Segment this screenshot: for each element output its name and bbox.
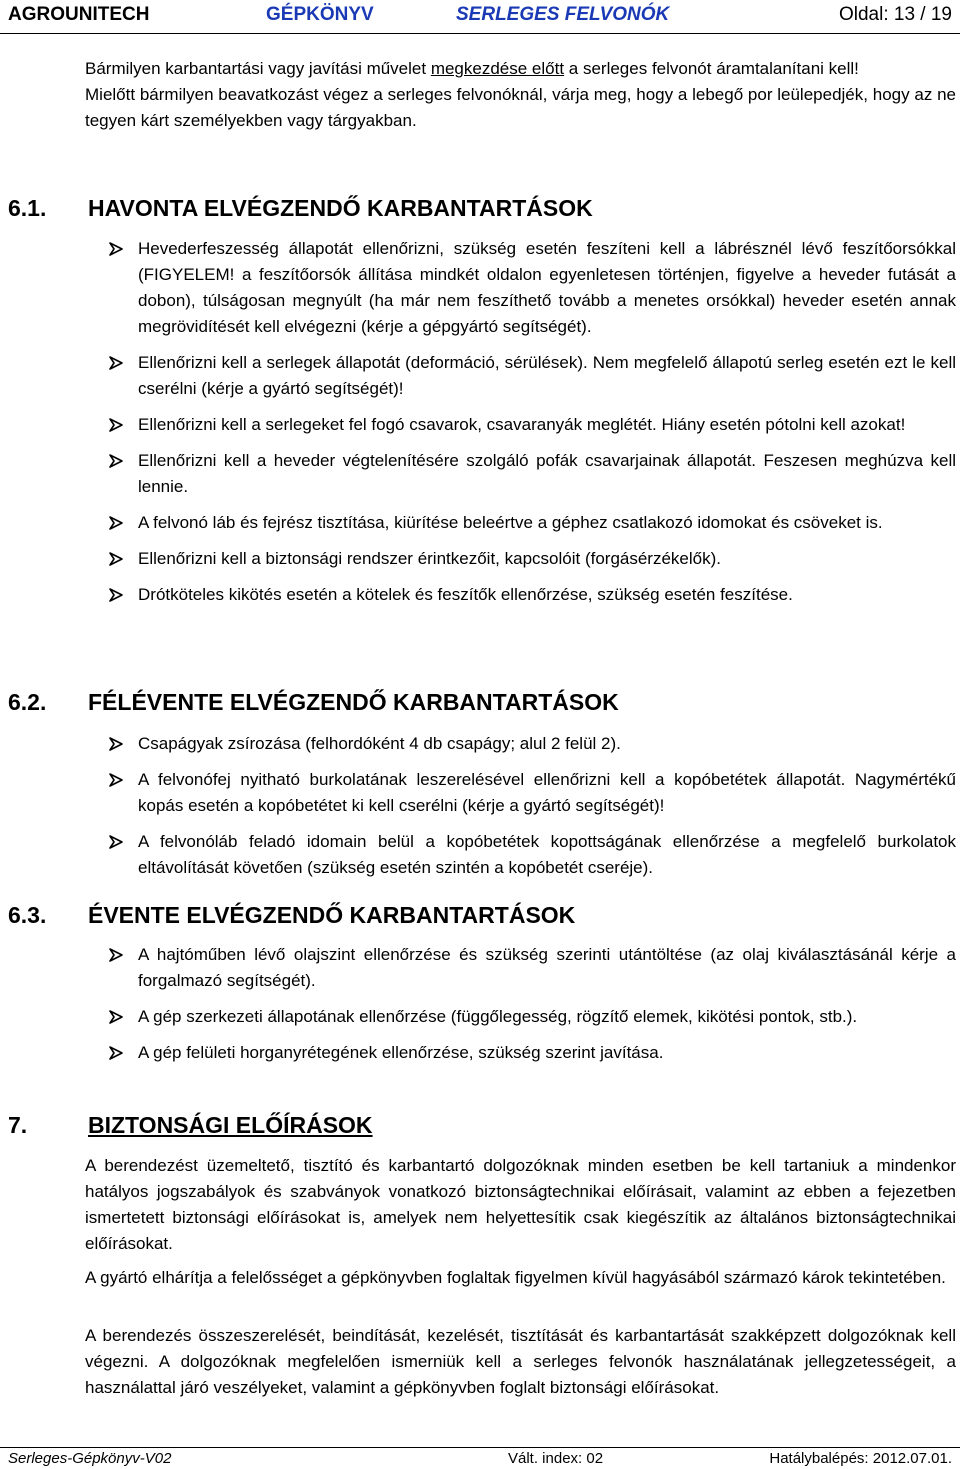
list-item: Csapágyak zsírozása (felhordóként 4 db csapágy; alul 2 felül 2). — [108, 731, 956, 757]
footer-effective-date: Hatálybalépés: 2012.07.01. — [769, 1450, 952, 1467]
section-6-2-list — [108, 731, 956, 881]
section-number: 6.3. — [8, 902, 47, 928]
header-title: SERLEGES FELVONÓK — [456, 4, 670, 25]
list-item: Drótköteles kikötés esetén a kötelek és feszítők ellenőrzése, szükség esetén feszítése. — [108, 582, 956, 608]
section-6-1-list — [108, 236, 956, 608]
list-item: Ellenőrizni kell a heveder végtelenítésére szolgáló pofák csavarjainak állapotát. Feszesen meghúzva kell lennie. — [108, 448, 956, 500]
intro-p1-underlined: megkezdése előtt — [430, 59, 565, 78]
list-item: A felvonóláb feladó idomain belül a kopóbetétek kopottságának ellenőrzése a megfelelő burkolatok eltávolítását követően (szükség esetén szintén a kopóbetét cseréje). — [108, 829, 956, 881]
header-book: GÉPKÖNYV — [266, 4, 374, 25]
section-title: ÉVENTE ELVÉGZENDŐ KARBANTARTÁSOK — [88, 902, 576, 928]
section-number: 6.2. — [8, 689, 47, 715]
arrowhead-bullet-icon — [108, 829, 128, 858]
section-title: HAVONTA ELVÉGZENDŐ KARBANTARTÁSOK — [88, 195, 593, 221]
footer-document-id: Serleges-Gépkönyv-V02 — [8, 1450, 172, 1467]
arrowhead-bullet-icon — [108, 1040, 128, 1069]
list-item: Hevederfeszesség állapotát ellenőrizni, szükség esetén feszíteni kell a lábrésznél lévő feszítőorsókkal (FIGYELEM! a feszítőorsók állítása mindkét oldalon egyenletesen történjen, figyelve a heveder futását a dobon), túlságosan megnyúlt (ha már nem feszíthető tovább a menetes orsókkal) heveder esetén annak megrövidítését kell elvégezni (kérje a gépgyártó segítségét). — [108, 236, 956, 340]
safety-paragraph-1: A berendezést üzemeltető, tisztító és karbantartó dolgozóknak minden esetben be kell tartaniuk a mindenkor hatályos jogszabályok és szabványok vonatkozó biztonságtechnikai előírásait, valamint az ebben a fejezetben ismertetett biztonsági előírásokat is, amelyek nem helyettesítik csak kiegészítik az általános biztonságtechnikai előírásokat. — [85, 1156, 956, 1253]
arrowhead-bullet-icon — [108, 412, 128, 441]
list-item: Ellenőrizni kell a serlegek állapotát (deformáció, sérülések). Nem megfelelő állapotú serleg esetén ezt le kell cserélni (kérje a gyártó segítségét)! — [108, 350, 956, 402]
intro-p1-text-a: Bármilyen karbantartási vagy javítási művelet — [85, 59, 431, 78]
header-divider — [0, 33, 960, 34]
section-title: FÉLÉVENTE ELVÉGZENDŐ KARBANTARTÁSOK — [88, 689, 619, 715]
list-item: A gép felületi horganyrétegének ellenőrzése, szükség szerint javítása. — [108, 1040, 956, 1066]
arrowhead-bullet-icon — [108, 448, 128, 477]
intro-paragraph-2: Mielőtt bármilyen beavatkozást végez a serleges felvonóknál, várja meg, hogy a lebegő por leülepedjék, hogy az ne tegyen kárt személyekben vagy tárgyakban. — [85, 85, 956, 130]
list-item: Ellenőrizni kell a biztonsági rendszer érintkezőit, kapcsolóit (forgásérzékelők). — [108, 546, 956, 572]
arrowhead-bullet-icon — [108, 942, 128, 971]
safety-paragraph-3: A berendezés összeszerelését, beindítását, kezelését, tisztítását és karbantartását szakképzett dolgozóknak kell végezni. A dolgozóknak megfelelően ismerniük kell a serleges felvonók használatának jellegzetességeit, a használattal járó veszélyeket, valamint a gépkönyvben foglalt biztonsági előírásokat. — [85, 1326, 956, 1397]
intro-paragraph-1 — [85, 56, 956, 82]
list-item: A hajtóműben lévő olajszint ellenőrzése és szükség szerinti utántöltése (az olaj kiválasztásánál kérje a forgalmazó segítségét). — [108, 942, 956, 994]
header-page-number: Oldal: 13 / 19 — [838, 4, 952, 25]
list-item: A felvonó láb és fejrész tisztítása, kiürítése beleértve a géphez csatlakozó idomokat és csöveket is. — [108, 510, 956, 536]
arrowhead-bullet-icon — [108, 1004, 128, 1033]
footer-version-index: Vált. index: 02 — [508, 1450, 604, 1467]
arrowhead-bullet-icon — [108, 236, 128, 265]
intro — [85, 56, 956, 134]
arrowhead-bullet-icon — [108, 767, 128, 796]
arrowhead-bullet-icon — [108, 510, 128, 539]
arrowhead-bullet-icon — [108, 350, 128, 379]
section-title: BIZTONSÁGI ELŐÍRÁSOK — [88, 1112, 373, 1138]
header-company: AGROUNITECH — [8, 4, 150, 25]
intro-p1-text-b: a serleges felvonót áramtalanítani kell! — [564, 59, 859, 78]
section-number: 7. — [8, 1112, 28, 1138]
page-header — [0, 0, 960, 33]
list-item: Ellenőrizni kell a serlegeket fel fogó csavarok, csavaranyák meglétét. Hiány esetén pótolni kell azokat! — [108, 412, 956, 438]
arrowhead-bullet-icon — [108, 582, 128, 611]
footer-divider — [0, 1447, 960, 1448]
list-item: A gép szerkezeti állapotának ellenőrzése (függőlegesség, rögzítő elemek, kikötési pontok, stb.). — [108, 1004, 956, 1030]
arrowhead-bullet-icon — [108, 731, 128, 760]
section-number: 6.1. — [8, 195, 47, 221]
safety-paragraph-2: A gyártó elhárítja a felelősséget a gépkönyvben foglaltak figyelmen kívül hagyásából származó károk tekintetében. — [85, 1268, 946, 1287]
list-item: A felvonófej nyitható burkolatának leszerelésével ellenőrizni kell a kopóbetétek állapotát. Nagymértékű kopás esetén a kopóbetétet ki kell cserélni (kérje a gyártó segítségét)! — [108, 767, 956, 819]
section-6-3-list — [108, 942, 956, 1066]
arrowhead-bullet-icon — [108, 546, 128, 575]
